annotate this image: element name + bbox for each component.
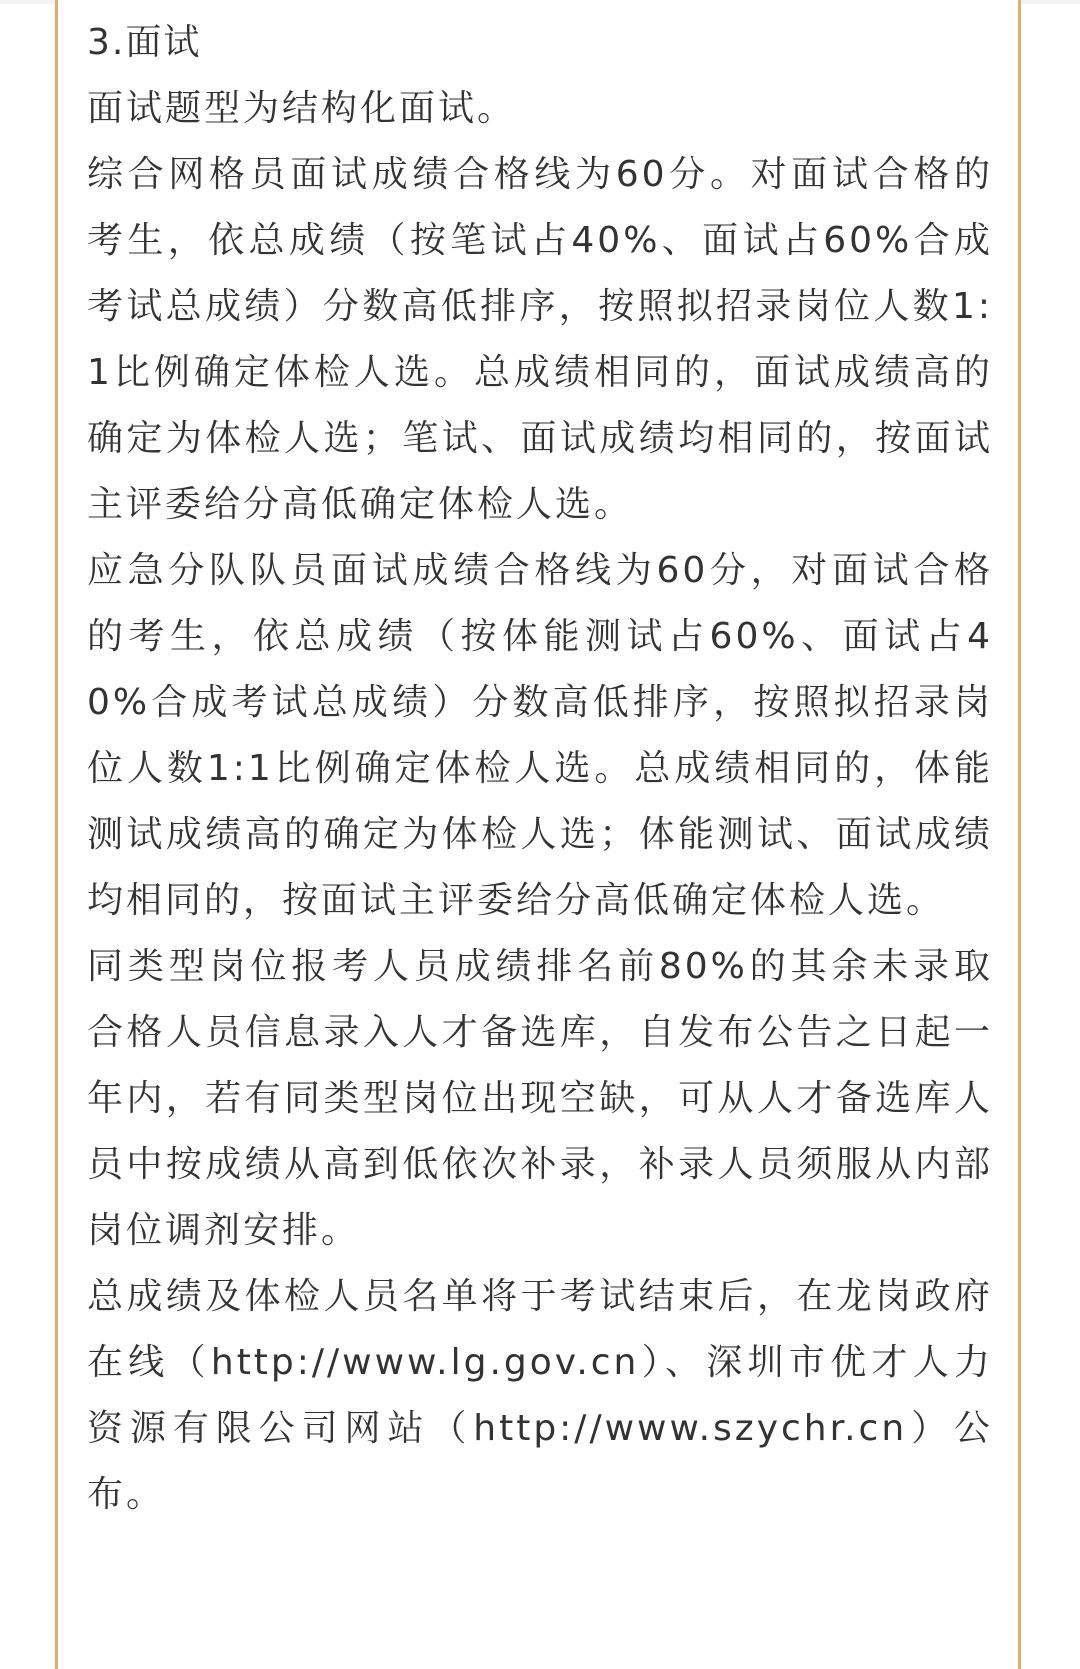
article-body [87, 10, 993, 1528]
section-heading: 3.面试 [87, 22, 202, 63]
paragraph-talent-pool: 同类型岗位报考人员成绩排名前80%的其余未录取合格人员信息录入人才备选库，自发布公告之日起一年内，若有同类型岗位出现空缺，可从人才备选库人员中按成绩从高到低依次补录，补录人员须服从内部岗位调剂安排。 [87, 946, 993, 1251]
paragraph-results-publication: 总成绩及体检人员名单将于考试结束后，在龙岗政府在线（http://www.lg.gov.cn）、深圳市优才人力资源有限公司网站（http://www.szychr.cn）公布。 [87, 1276, 993, 1515]
paragraph-grid-staff-scoring: 综合网格员面试成绩合格线为60分。对面试合格的考生，依总成绩（按笔试占40%、面试占60%合成考试总成绩）分数高低排序，按照拟招录岗位人数1:1比例确定体检人选。总成绩相同的，面试成绩高的确定为体检人选；笔试、面试成绩均相同的，按面试主评委给分高低确定体检人选。 [87, 154, 993, 525]
paragraph-interview-type: 面试题型为结构化面试。 [87, 88, 517, 129]
paragraph-emergency-team-scoring: 应急分队队员面试成绩合格线为60分，对面试合格的考生，依总成绩（按体能测试占60%、面试占40%合成考试总成绩）分数高低排序，按照拟招录岗位人数1:1比例确定体检人选。总成绩相同的，体能测试成绩高的确定为体检人选；体能测试、面试成绩均相同的，按面试主评委给分高低确定体检人选。 [87, 550, 993, 921]
